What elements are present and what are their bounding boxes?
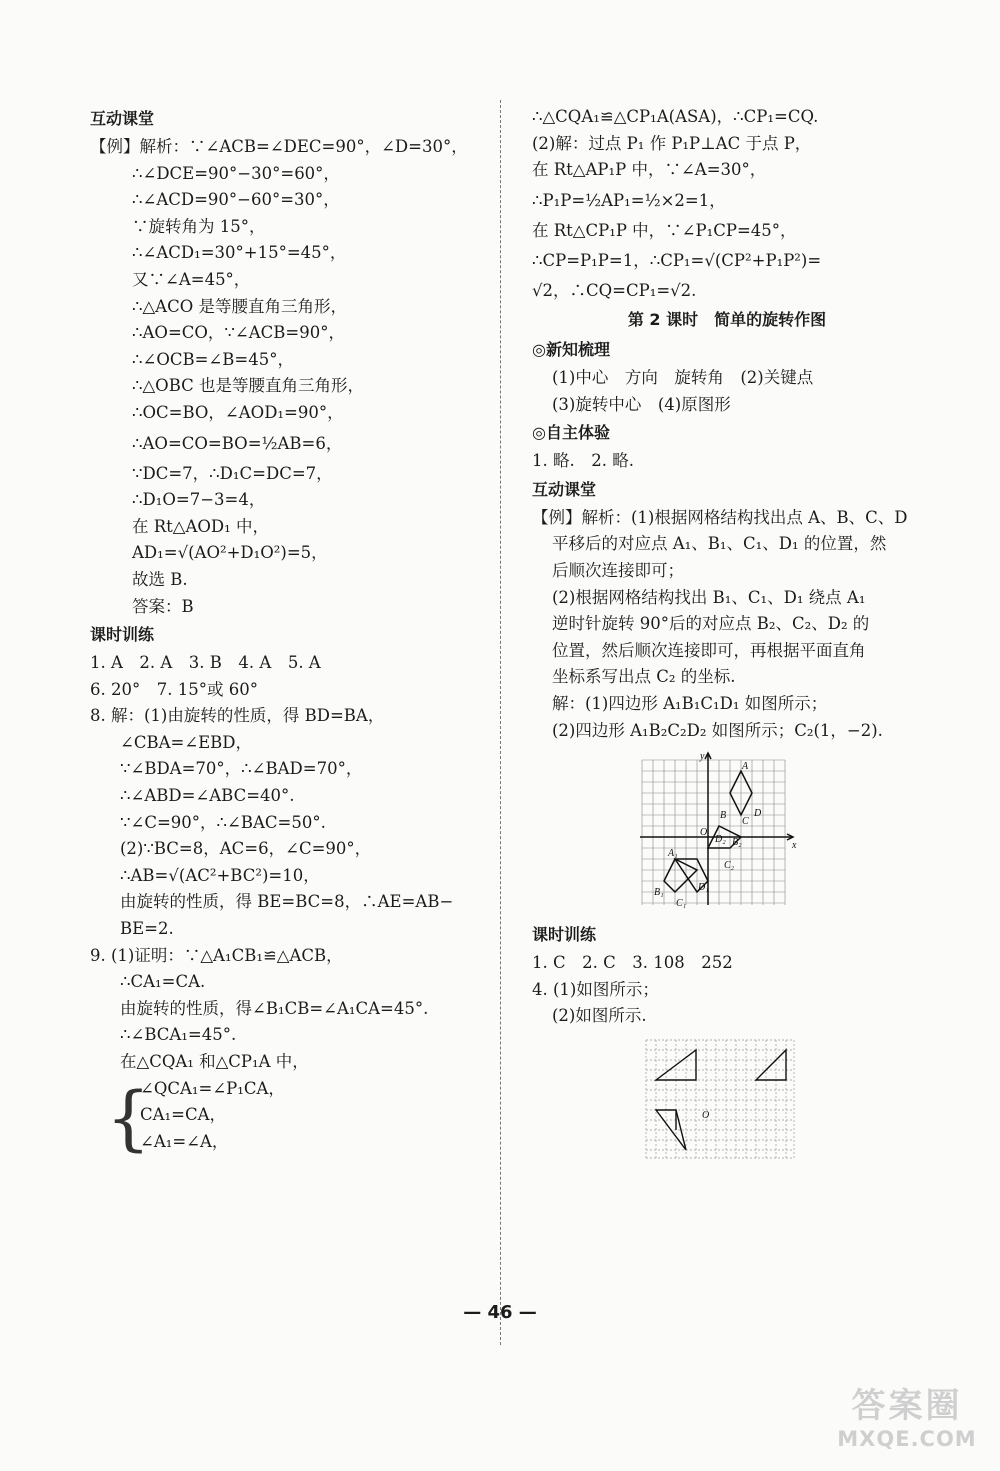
text-line: 6. 20° 7. 15°或 60°	[90, 679, 258, 699]
text-line: ∴∠DCE=90°−30°=60°，	[132, 163, 340, 183]
text-line: ∴AO=CO，∵∠ACB=90°，	[132, 323, 345, 343]
text-line: ∴∠ACD₁=30°+15°=45°，	[132, 243, 347, 263]
text-line: ∴△ACO 是等腰直角三角形，	[132, 296, 347, 316]
system-line: ∠A₁=∠A，	[140, 1131, 229, 1151]
point-label: C	[742, 816, 749, 828]
text-line: 由旋转的性质，得∠B₁CB=∠A₁CA=45°.	[120, 998, 429, 1018]
point-label: D₂	[715, 834, 726, 846]
curly-brace: {	[106, 1076, 151, 1159]
text-line: 1. C 2. C 3. 108 252	[532, 953, 733, 973]
system-line: ∠QCA₁=∠P₁CA，	[140, 1078, 285, 1098]
text-line: 1. A 2. A 3. B 4. A 5. A	[90, 653, 321, 673]
text-line: 【例】解析：∵∠ACB=∠DEC=90°，∠D=30°，	[90, 137, 468, 156]
congruence-system	[90, 1076, 490, 1159]
text-line: (2)∵BC=8，AC=6，∠C=90°，	[120, 839, 372, 859]
text-line: ∴CP=P₁P=1，∴CP₁=√(CP²+P₁P²)=	[532, 251, 822, 271]
text-line: ∴∠OCB=∠B=45°，	[132, 349, 294, 369]
point-label: C₁	[676, 898, 687, 910]
text-line: (2)根据网格结构找出 B₁、C₁、D₁ 绕点 A₁	[552, 587, 866, 607]
point-label: A₁	[668, 848, 678, 860]
point-label: A	[742, 761, 749, 773]
watermark-text: 答案圈	[851, 1386, 963, 1426]
text-line: 坐标系写出点 C₂ 的坐标.	[552, 667, 736, 687]
text-line: ∴AB=√(AC²+BC²)=10，	[120, 865, 320, 885]
text-line: ∴AO=CO=BO=½AB=6，	[132, 433, 343, 453]
origin-label: O	[702, 1109, 710, 1121]
text-line: 8. 解：(1)由旋转的性质，得 BD=BA，	[90, 706, 385, 726]
text-line: ∴△CQA₁≌△CP₁A(ASA)，∴CP₁=CQ.	[532, 107, 819, 126]
text-line: 后顺次连接即可；	[552, 560, 684, 580]
point-label: D	[754, 808, 762, 820]
text-line: (1)中心 方向 旋转角 (2)关键点	[552, 367, 814, 387]
text-line: (3)旋转中心 (4)原图形	[552, 394, 731, 414]
point-label: B₂	[732, 837, 742, 849]
text-line: 在 Rt△CP₁P 中，∵∠P₁CP=45°，	[532, 220, 797, 240]
text-line: 故选 B.	[132, 569, 188, 589]
point-label: D₁	[698, 882, 709, 894]
text-line: ∵DC=7，∴D₁C=DC=7，	[132, 463, 333, 483]
text-line: 答案：B	[132, 596, 194, 616]
text-line: 在 Rt△AP₁P 中，∵∠A=30°，	[532, 160, 767, 180]
text-line: ∴OC=BO，∠AOD₁=90°，	[132, 402, 344, 422]
section-heading: 互动课堂	[532, 479, 597, 499]
section-heading: 课时训练	[90, 625, 155, 645]
text-line: (2)如图所示.	[552, 1006, 647, 1026]
section-heading: 互动课堂	[90, 109, 155, 128]
text-line: 1. 略. 2. 略.	[532, 451, 634, 471]
point-label: B₁	[654, 887, 664, 899]
page-number: — 46 —	[463, 1302, 537, 1323]
text-line: 在△CQA₁ 和△CP₁A 中，	[120, 1052, 309, 1071]
text-line: BE=2.	[120, 919, 174, 939]
text-line: 4. (1)如图所示；	[532, 979, 659, 999]
text-line: AD₁=√(AO²+D₁O²)=5，	[132, 543, 328, 563]
left-column	[90, 104, 490, 1159]
watermark-url: MXQE.COM	[837, 1427, 977, 1451]
column-divider	[500, 100, 501, 1345]
section-heading: ◎自主体验	[532, 423, 610, 443]
point-label: C₂	[724, 860, 735, 872]
section-heading: ◎新知梳理	[532, 339, 610, 359]
text-line: 9. (1)证明：∵△A₁CB₁≌△ACB，	[90, 945, 343, 965]
right-column	[532, 104, 922, 1172]
text-line: ∵∠C=90°，∴∠BAC=50°.	[120, 812, 326, 832]
text-line: 【例】解析：(1)根据网格结构找出点 A、B、C、D	[532, 507, 908, 527]
text-line: ∵旋转角为 15°，	[132, 216, 266, 236]
text-line: (2)四边形 A₁B₂C₂D₂ 如图所示；C₂(1，−2).	[552, 720, 883, 740]
section-heading: 第 2 课时 简单的旋转作图	[627, 309, 827, 329]
figure-grid-triangles	[642, 1036, 922, 1166]
text-line: ∴∠ACD=90°−60°=30°，	[132, 190, 340, 210]
left-text-block	[90, 104, 490, 1076]
axis-y-label: y	[700, 751, 705, 763]
point-label: B	[720, 810, 727, 822]
right-text-block-bottom	[532, 920, 922, 1030]
system-line: CA₁=CA，	[140, 1105, 227, 1125]
text-line: 平移后的对应点 A₁、B₁、C₁、D₁ 的位置，然	[552, 534, 887, 554]
axis-x-label: x	[792, 840, 797, 852]
figure-grid-rotation	[632, 750, 922, 914]
text-line: ∠CBA=∠EBD，	[120, 732, 253, 752]
right-text-block-top	[532, 104, 922, 744]
text-line: ∴△OBC 也是等腰直角三角形，	[132, 376, 365, 396]
text-line: ∴P₁P=½AP₁=½×2=1，	[532, 190, 726, 210]
section-heading: 课时训练	[532, 925, 597, 945]
text-line: 位置，然后顺次连接即可，再根据平面直角	[552, 640, 866, 660]
grid-figure-1	[632, 750, 802, 910]
text-line: 逆时针旋转 90°后的对应点 B₂、C₂、D₂ 的	[552, 614, 870, 634]
watermark-logo	[822, 1378, 992, 1451]
text-line: ∴∠BCA₁=45°.	[120, 1025, 237, 1045]
text-line: ∵∠BDA=70°，∴∠BAD=70°，	[120, 759, 363, 779]
text-line: 又∵∠A=45°，	[132, 269, 251, 289]
text-line: ∴D₁O=7−3=4，	[132, 490, 266, 510]
text-line: 在 Rt△AOD₁ 中，	[132, 516, 270, 536]
origin-label: O	[700, 827, 708, 839]
text-line: √2，∴CQ=CP₁=√2.	[532, 281, 697, 301]
text-line: ∴∠ABD=∠ABC=40°.	[120, 786, 295, 806]
grid-figure-2	[642, 1036, 798, 1162]
text-line: 解：(1)四边形 A₁B₁C₁D₁ 如图所示；	[552, 693, 828, 713]
text-line: ∴CA₁=CA.	[120, 972, 206, 992]
text-line: (2)解：过点 P₁ 作 P₁P⊥AC 于点 P，	[532, 133, 812, 153]
text-line: 由旋转的性质，得 BE=BC=8，∴AE=AB−	[120, 892, 454, 912]
